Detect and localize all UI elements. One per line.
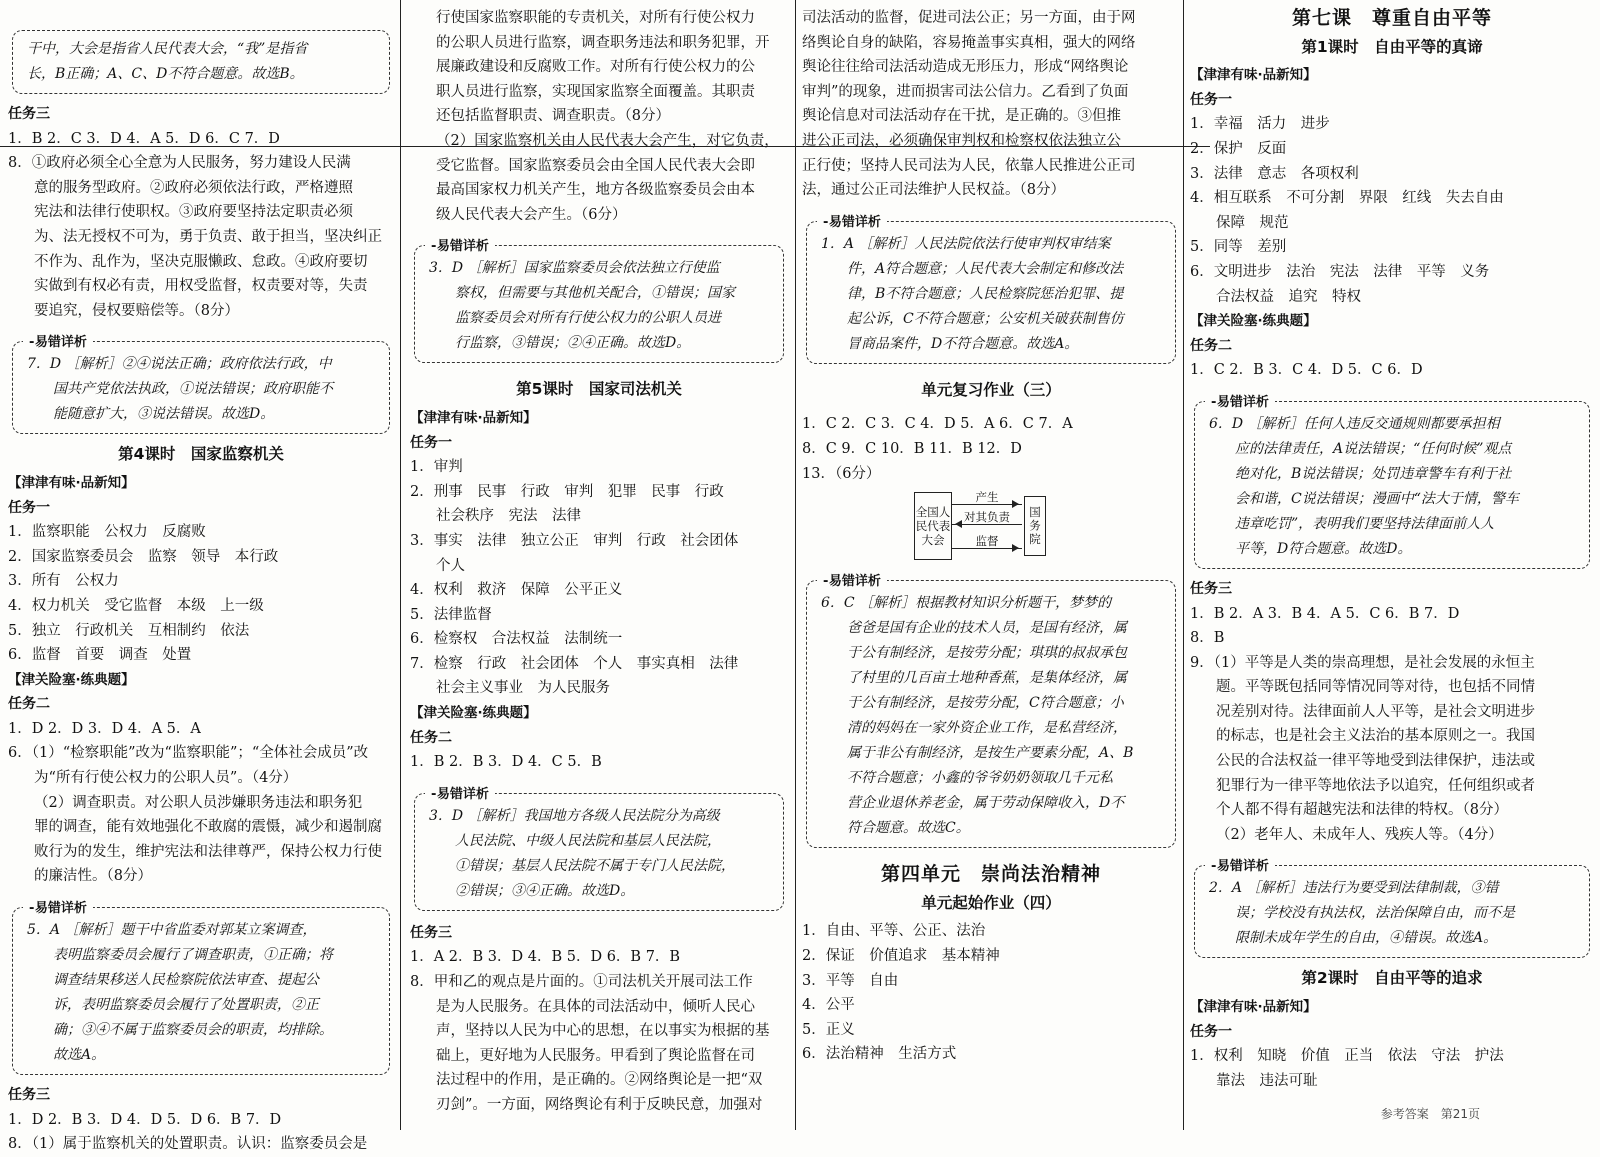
- box-line: 7．D ［解析］②④说法正确；政府依法行政，中: [27, 356, 332, 373]
- answer-text: 6．（1）“检察职能”改为“监察职能”；“全体社会成员”改: [8, 745, 369, 762]
- answer-text: 题。平等既包括同等情况同等对待，也包括不同情: [1216, 679, 1535, 696]
- error-analysis-box: [12, 901, 390, 1075]
- answer-text: 舆论往往给司法活动造成无形压力，形成“网络舆论: [802, 59, 1129, 76]
- box-line: 确；③④不属于监察委员会的职责，均排除。: [53, 1022, 333, 1039]
- start-title: 单元起始作业（四）: [921, 893, 1061, 912]
- diagram-arrow-responsible: [952, 510, 1022, 525]
- box-line: 于公有制经济，是按劳分配；琪琪的叔叔承包: [847, 645, 1127, 662]
- box-line: 符合题意。故选C。: [847, 820, 970, 837]
- task-heading: 任务二: [410, 729, 452, 746]
- list-item: 6．文明进步 法治 宪法 法律 平等 义务: [1190, 263, 1490, 280]
- box-line: 绝对化，B说法错误；处罚违章警车有利于社: [1235, 465, 1512, 482]
- state-organs-diagram: [914, 492, 1046, 562]
- box-line: 误；学校没有执法权，法治保障自由，而不是: [1235, 905, 1515, 922]
- box-line: 诉，表明监察委员会履行了处置职责，②正: [53, 997, 319, 1014]
- answer-text: 个人都不得有超越宪法和法律的特权。（8分）: [1216, 802, 1508, 819]
- column-4: [1190, 6, 1594, 1093]
- box-label: - 易错详析: [23, 330, 93, 355]
- list-item: 5．正义: [802, 1021, 855, 1038]
- answers-line: 1．B 2．A 3．B 4．A 5．C 6．B 7．D: [1190, 605, 1460, 622]
- box-line: 3．D ［解析］我国地方各级人民法院分为高级: [429, 807, 720, 824]
- answers-line: 8．B: [1190, 630, 1225, 647]
- answer-text: 司法活动的监督，促进司法公正；另一方面，由于网: [802, 10, 1136, 26]
- unit-title: 第四单元 崇尚法治精神: [880, 863, 1101, 886]
- column-2: [410, 6, 788, 1118]
- answers-line: 1．B 2．C 3．D 4．A 5．D 6．C 7．D: [8, 130, 280, 147]
- box-line: ①错误；基层人民法院不属于专门人民法院，: [455, 857, 735, 874]
- answer-text: 13．（6分）: [802, 465, 881, 482]
- list-item: 1．自由、平等、公正、法治: [802, 923, 986, 940]
- answers-line: 1．C 2．B 3．C 4．D 5．C 6．D: [1190, 362, 1423, 379]
- box-label: - 易错详析: [1205, 390, 1275, 415]
- answers-line: 1．B 2．B 3．D 4．C 5．B: [410, 754, 602, 771]
- answer-text: 的公职人员进行监察，调查职务违法和职务犯罪，开: [436, 34, 770, 51]
- box-label: - 易错详析: [425, 234, 495, 259]
- list-item: 1．审判: [410, 459, 463, 476]
- list-item: 2．保证 价值追求 基本精神: [802, 947, 1000, 964]
- section-heading: 【津津有味·品新知】: [1190, 999, 1317, 1016]
- list-item: 社会秩序 宪法 法律: [436, 508, 581, 525]
- box-label: - 易错详析: [1205, 854, 1275, 879]
- answers-line: 1．C 2．C 3．C 4．D 5．A 6．C 7．A: [802, 416, 1073, 433]
- box-line: 平等，D符合题意。故选D。: [1235, 540, 1412, 557]
- lesson-title: 第4课时 国家监察机关: [118, 445, 284, 464]
- box-line: 6．C ［解析］根据教材知识分析题干，梦梦的: [821, 595, 1112, 612]
- answer-text: 要追究，侵权要赔偿等。（8分）: [34, 302, 239, 319]
- answer-text: 展廉政建设和反腐败工作。对所有行使公权力的公: [436, 59, 755, 76]
- answer-text: 行使国家监察职能的专责机关，对所有行使公权力: [436, 10, 755, 26]
- task-heading: 任务一: [8, 499, 50, 516]
- box-label: - 易错详析: [425, 782, 495, 807]
- box-line: 2．A ［解析］违法行为要受到法律制裁，③错: [1209, 880, 1499, 897]
- box-line: 应的法律责任，A说法错误；“任何时候”观点: [1235, 440, 1512, 457]
- diagram-arrow-supervise: [952, 534, 1022, 549]
- answer-text: 的标志，也是社会主义法治的基本原则之一。我国: [1216, 728, 1535, 745]
- lesson-subtitle: 第2课时 自由平等的追求: [1301, 969, 1483, 988]
- box-line: 冒商品案件，D不符合题意。故选A。: [847, 335, 1079, 352]
- error-analysis-box: [414, 239, 784, 363]
- box-line: 人民法院、中级人民法院和基层人民法院，: [455, 832, 721, 849]
- box-label: - 易错详析: [23, 896, 93, 921]
- list-item: 4．权力机关 受它监督 本级 上一级: [8, 597, 264, 614]
- task-heading: 任务一: [1190, 1023, 1232, 1040]
- box-line: 监察委员会对所有行使公权力的公职人员进: [455, 310, 721, 327]
- section-heading: 【津关险塞·练典题】: [8, 671, 135, 688]
- answer-text: 级人民代表大会产生。（6分）: [436, 206, 627, 223]
- list-item: 3．平等 自由: [802, 972, 899, 989]
- answer-text: 刃剑”。一方面，网络舆论有利于反映民意，加强对: [436, 1097, 763, 1113]
- box-line: ②错误；③④正确。故选D。: [455, 882, 635, 899]
- list-item: 6．法治精神 生活方式: [802, 1046, 957, 1063]
- task-heading: 任务三: [1190, 580, 1232, 597]
- box-line: 清的妈妈在一家外资企业工作，是私营经济，: [847, 720, 1127, 737]
- answer-text: 法过程中的作用，是正确的。②网络舆论是一把“双: [436, 1072, 763, 1089]
- section-heading: 【津关险塞·练典题】: [410, 705, 537, 722]
- list-item: 个人: [436, 557, 465, 574]
- review-title: 单元复习作业（三）: [921, 380, 1061, 399]
- arrow-label: 对其负责: [964, 510, 1010, 525]
- list-item: 社会主义事业 为人民服务: [436, 680, 610, 697]
- column-3: [802, 6, 1180, 1067]
- answer-text: 8．（1）属于监察机关的处置职责。认识：监察委员会是: [8, 1136, 368, 1153]
- answer-text: 犯罪行为一律平等地依法予以追究，任何组织或者: [1216, 777, 1535, 794]
- list-item: 5．同等 差别: [1190, 239, 1287, 256]
- box-line: 干中，大会是指省人民代表大会，“我”是指省: [27, 41, 308, 57]
- answer-text: 8．甲和乙的观点是片面的。①司法机关开展司法工作: [410, 974, 753, 991]
- list-item: 3．所有 公权力: [8, 573, 119, 590]
- list-item: 靠法 违法可耻: [1216, 1072, 1318, 1089]
- list-item: 4．权利 救济 保障 公平正义: [410, 582, 623, 599]
- box-line: 于公有制经济，是按劳分配，C符合题意；小: [847, 695, 1124, 712]
- box-line: 3．D ［解析］国家监察委员会依法独立行使监: [429, 260, 720, 277]
- box-label: - 易错详析: [817, 569, 887, 594]
- list-item: 3．事实 法律 独立公正 审判 行政 社会团体: [410, 532, 739, 549]
- answer-text: 声，坚持以人民为中心的思想，在以事实为根据的基: [436, 1023, 770, 1040]
- list-item: 3．法律 意志 各项权利: [1190, 165, 1359, 182]
- lesson-title: 第5课时 国家司法机关: [516, 380, 682, 399]
- list-item: 6．检察权 合法权益 法制统一: [410, 631, 623, 648]
- error-analysis-box: [1194, 394, 1590, 569]
- list-item: 4．公平: [802, 997, 855, 1014]
- task-heading: 任务三: [8, 106, 50, 122]
- task-heading: 任务二: [8, 696, 50, 713]
- list-item: 4．相互联系 不可分割 界限 红线 失去自由: [1190, 190, 1504, 207]
- answer-text: 不作为、乱作为，坚决克服懒政、怠政。④政府要切: [34, 253, 368, 270]
- box-line: 国共产党依法执政，①说法错误；政府职能不: [53, 381, 333, 398]
- answer-text: 是为人民服务。在具体的司法活动中，倾听人民心: [436, 998, 755, 1015]
- list-item: 6．监督 首要 调查 处置: [8, 647, 192, 664]
- arrow-label: 监督: [975, 534, 999, 549]
- box-line: 起公诉，C不符合题意；公安机关破获制售仿: [847, 310, 1124, 327]
- box-line: 察权，但需要与其他机关配合，①错误；国家: [455, 285, 735, 302]
- list-item: 1．监察职能 公权力 反腐败: [8, 524, 206, 541]
- answer-text: 最高国家权力机关产生，地方各级监察委员会由本: [436, 182, 755, 199]
- lesson-subtitle: 第1课时 自由平等的真谛: [1301, 37, 1483, 56]
- answer-text: 公民的合法权益一律平等地受到法律保护，违法或: [1216, 753, 1535, 770]
- box-line: 长，B正确；A、C、D不符合题意。故选B。: [27, 66, 304, 82]
- answer-text: 络舆论自身的缺陷，容易掩盖事实真相，强大的网络: [802, 34, 1136, 51]
- answer-text: 9．（1）平等是人类的崇高理想，是社会发展的永恒主: [1190, 654, 1535, 671]
- diagram-node-state-council: 国务院: [1024, 496, 1046, 556]
- answer-text: 宪法和法律行使职权。③政府要坚持法定职责必须: [34, 204, 353, 221]
- answer-text: 实做到有权必有责，用权受监督，权责要对等，失责: [34, 278, 368, 295]
- answers-line: 1．A 2．B 3．D 4．B 5．D 6．B 7．B: [410, 949, 681, 966]
- section-heading: 【津关险塞·练典题】: [1190, 313, 1317, 330]
- box-line: 营企业退休养老金，属于劳动保障收入，D不: [847, 795, 1125, 812]
- answer-text: 审判”的现象，进而损害司法公信力。乙看到了负面: [802, 83, 1129, 100]
- list-item: 5．法律监督: [410, 606, 492, 623]
- box-line: 5．A ［解析］题干中省监委对郭某立案调查，: [27, 922, 317, 939]
- answer-text: （2）老年人、未成年人、残疾人等。（4分）: [1216, 826, 1503, 843]
- section-heading: 【津津有味·品新知】: [8, 474, 135, 491]
- answers-line: 8．C 9．C 10．B 11．B 12．D: [802, 440, 1022, 457]
- box-line: 属于非公有制经济，是按生产要素分配，A、B: [847, 745, 1134, 762]
- diagram-node-npc: 全国人民代表大会: [914, 492, 952, 560]
- box-line: 6．D ［解析］任何人违反交通规则都要承担相: [1209, 415, 1500, 432]
- list-item: 5．独立 行政机关 互相制约 依法: [8, 622, 250, 639]
- box-line: 律，B不符合题意；人民检察院惩治犯罪、提: [847, 285, 1124, 302]
- diagram-arrow-produce: [952, 490, 1022, 505]
- box-line: 会和谐，C说法错误；漫画中“法大于情，警车: [1235, 490, 1519, 507]
- answers-line: 1．D 2．B 3．D 4．D 5．D 6．B 7．D: [8, 1111, 282, 1128]
- answer-text: 况差别对待。法律面前人人平等，是社会文明进步: [1216, 703, 1535, 720]
- box-line: 1．A ［解析］人民法院依法行使审判权审结案: [821, 235, 1111, 252]
- box-line: 限制未成年学生的自由，④错误。故选A。: [1235, 930, 1498, 947]
- list-item: 2．国家监察委员会 监察 领导 本行政: [8, 548, 279, 565]
- answer-text: 职人员进行监察，实现国家监察全面覆盖。其职责: [436, 83, 755, 100]
- list-item: 7．检察 行政 社会团体 个人 事实真相 法律: [410, 655, 739, 672]
- answer-text: （2）国家监察机关由人民代表大会产生，对它负责，: [436, 132, 779, 149]
- box-line: 调查结果移送人民检察院依法审查、提起公: [53, 972, 319, 989]
- list-item: 合法权益 追究 特权: [1216, 288, 1361, 305]
- answers-line: 1．D 2．D 3．D 4．A 5．A: [8, 720, 201, 737]
- answer-text: 的廉洁性。（8分）: [34, 868, 152, 885]
- list-item: 保障 规范: [1216, 214, 1289, 231]
- answer-text: 8．①政府必须全心全意为人民服务，努力建设人民满: [8, 155, 351, 172]
- section-heading: 【津津有味·品新知】: [1190, 67, 1317, 84]
- answer-text: 意的服务型政府。②政府必须依法行政，严格遵照: [34, 179, 353, 196]
- list-item: 1．权利 知晓 价值 正当 依法 守法 护法: [1190, 1048, 1504, 1065]
- list-item: 1．幸福 活力 进步: [1190, 116, 1330, 133]
- list-item: 2．保护 反面: [1190, 140, 1287, 157]
- box-line: 不符合题意；小鑫的爷爷奶奶领取几千元私: [847, 770, 1113, 787]
- box-line: 能随意扩大，③说法错误。故选D。: [53, 406, 275, 423]
- section-heading: 【津津有味·品新知】: [410, 409, 537, 426]
- answer-text: 础上，更好地为人民服务。甲看到了舆论监督在司: [436, 1047, 755, 1064]
- box-line: 件，A符合题意；人民代表大会制定和修改法: [847, 260, 1124, 277]
- answer-text: 舆论信息对司法活动存在干扰，是正确的。③但推: [802, 108, 1121, 125]
- task-heading: 任务三: [410, 924, 452, 941]
- column-1: [8, 6, 394, 1157]
- box-line: 行监察，③错误；②④正确。故选D。: [455, 335, 691, 352]
- answer-text: （2）调查职责。对公职人员涉嫌职务违法和职务犯: [34, 794, 363, 811]
- answer-text: 受它监督。国家监察委员会由全国人民代表大会即: [436, 157, 755, 174]
- error-analysis-box: [1194, 859, 1590, 958]
- list-item: 2．刑事 民事 行政 审判 犯罪 民事 行政: [410, 483, 724, 500]
- box-line: 表明监察委员会履行了调查职责，①正确；将: [53, 947, 333, 964]
- arrow-label: 产生: [975, 490, 999, 505]
- answer-text: 进公正司法，必须确保审判权和检察权依法独立公: [802, 132, 1121, 149]
- box-line: 了村里的几百亩土地种香蕉，是集体经济，属: [847, 670, 1127, 687]
- task-heading: 任务一: [410, 434, 452, 451]
- answer-text: 正行使；坚持人民司法为人民，依靠人民推进公正司: [802, 157, 1136, 174]
- lesson-title: 第七课 尊重自由平等: [1291, 7, 1492, 29]
- task-heading: 任务二: [1190, 337, 1232, 354]
- task-heading: 任务三: [8, 1087, 50, 1104]
- error-analysis-box: [806, 214, 1176, 364]
- page-footer: 参考答案 第21页: [1380, 1107, 1480, 1121]
- answer-text: 为“所有行使公权力的公职人员”。（4分）: [34, 770, 298, 787]
- answer-text: 还包括监督职责、调查职责。（8分）: [436, 108, 670, 125]
- answer-text: 为、法无授权不可为，勇于负责、敢于担当，坚决纠正: [34, 228, 382, 245]
- box-line: 故选A。: [53, 1047, 106, 1064]
- answer-text: 败行为的发生，维护宪法和法律尊严，保持公权力行使: [34, 843, 382, 860]
- box-line: 爸爸是国有企业的技术人员，是国有经济，属: [847, 620, 1127, 637]
- error-analysis-box: [414, 786, 784, 911]
- error-analysis-box: [806, 574, 1176, 848]
- box-label: - 易错详析: [817, 210, 887, 235]
- error-analysis-box: [12, 335, 390, 434]
- answer-text: 法，通过公正司法维护人民权益。（8分）: [802, 182, 1065, 199]
- box-top: [12, 30, 390, 94]
- task-heading: 任务一: [1190, 91, 1232, 108]
- answer-text: 罪的调查，能有效地强化不敢腐的震慑，减少和遏制腐: [34, 819, 382, 836]
- box-line: 违章吃罚”，表明我们要坚持法律面前人人: [1235, 515, 1495, 532]
